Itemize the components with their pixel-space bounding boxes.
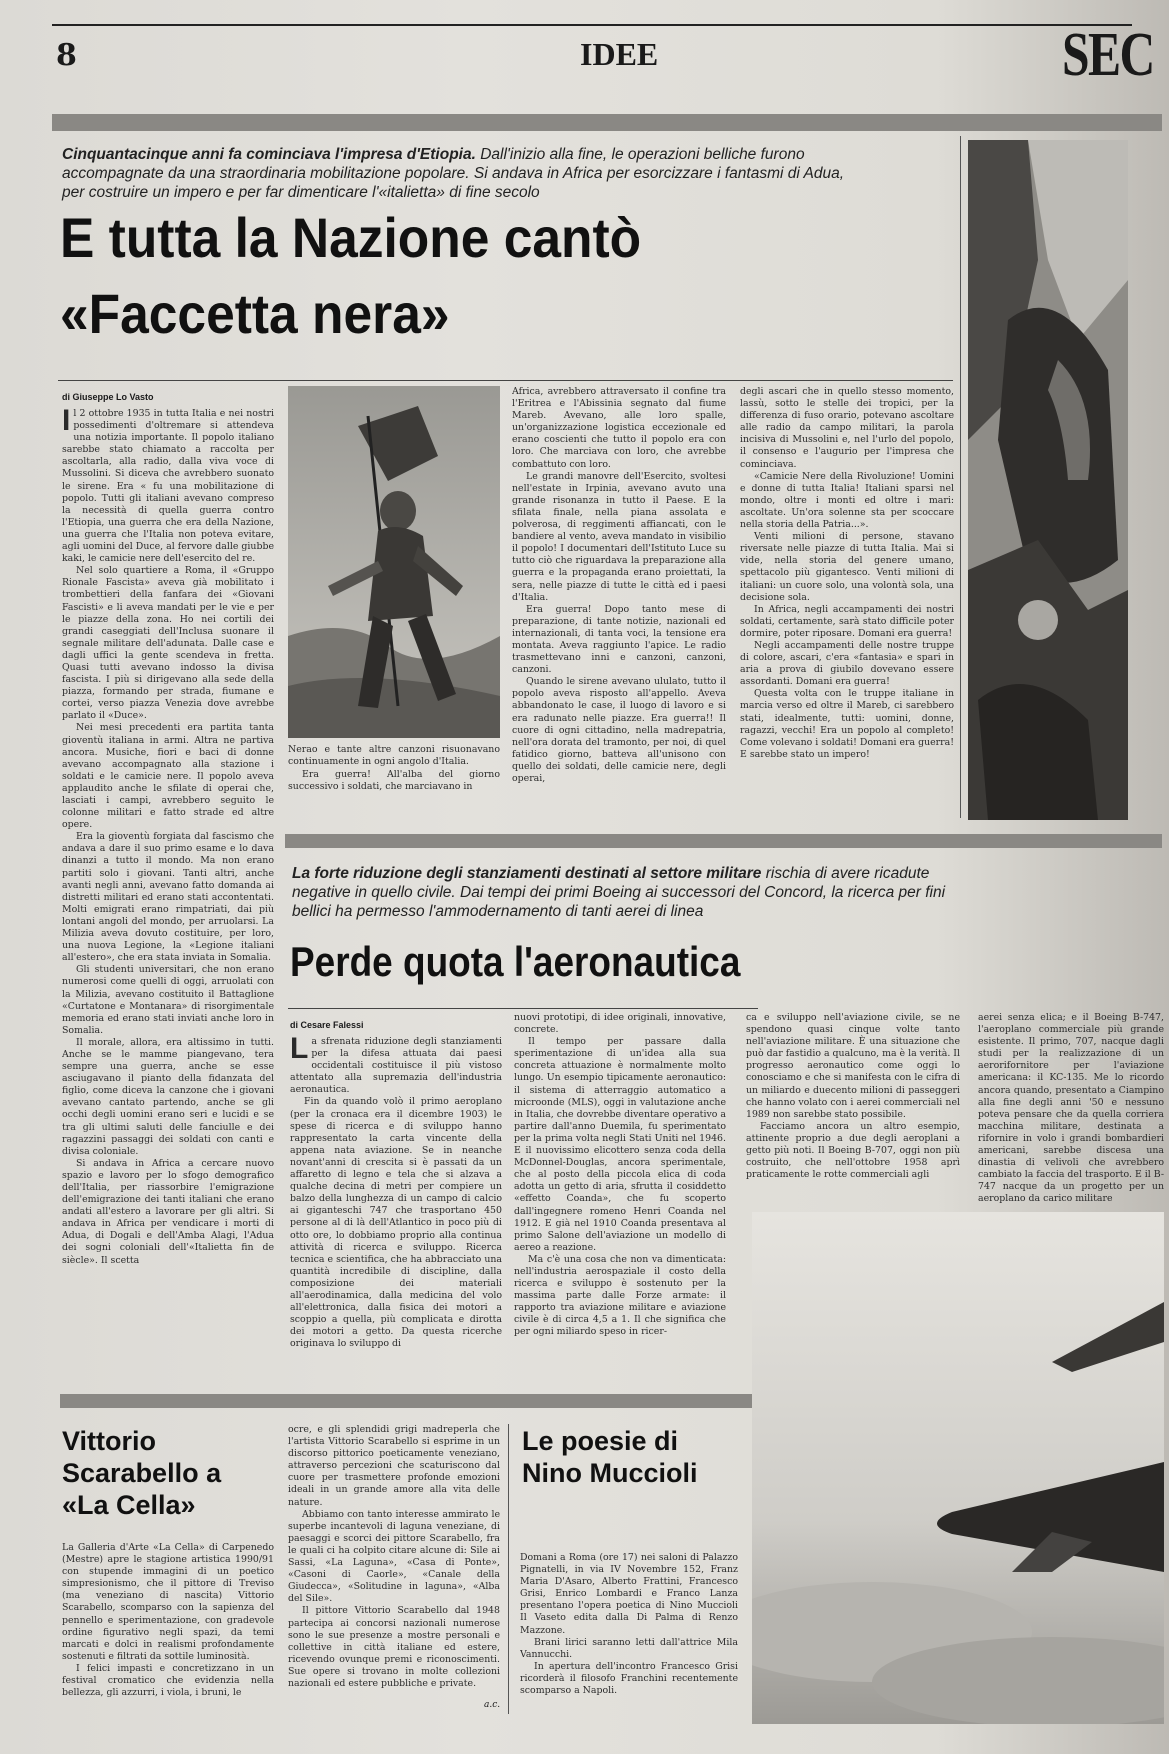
photo-caption-text-2: Era guerra! All'alba del giorno successivo i soldati, che marciavano in [288,768,500,793]
paragraph: Il morale, allora, era altissimo in tutti. Anche se le mamme piangevano, tera sempre una guerra, anche se esse asciugavano il pianto della fidanzata del figlio, come diceva la canzone che i giovani avevano cantato partendo, anche se gli occhi degli uomini erano seri e lucidi e se tra gli ultimi saluti delle fanciulle e dei ragazzini passaggi dei soldati con canti e divisa coloniale. [62,1036,274,1157]
paragraph: I felici impasti e concretizzano in un festival cromatico che evidenzia nella bellezza, gli azzurri, i viola, i bruni, le [62,1662,274,1699]
paragraph-text: a sfrenata riduzione degli stanziamenti per la difesa attuata dai paesi occidentali costituisce il più vistoso attentato alla supremazia dell'industria aeronautica. [290,1036,502,1096]
paragraph: In Africa, negli accampamenti dei nostri soldati, certamente, sarà stato difficile poter dormire, poter riposare. Domani era guerra! [740,603,954,639]
paragraph [290,1036,502,1096]
paragraph: Brani lirici saranno letti dall'attrice Mila Vannucchi. [520,1636,738,1660]
article2-kicker-lead: La forte riduzione degli stanziamenti destinati al settore militare [292,865,762,882]
paragraph: Ma c'è una cosa che non va dimenticata: nell'industria aerospaziale il costo della ricerca e sviluppo è sostenuto per la massima parte dalle Forze armate: il rapporto tra aviazione militare e aviazione civile è di circa 4,5 a 1. Il che significa che per ogni miliardo speso in ricer- [514,1253,726,1338]
article1-column-3 [512,386,726,818]
article1-dropcap: I [62,408,71,437]
paragraph: Quando le sirene avevano ululato, tutto il popolo aveva risposto all'appello. Aveva abbandonato le case, il luogo di lavoro e si era radunato nelle piazze. Era guerra!! Il cuore di ogni cittadino, nella madrepatria, nell'ora dorata del tramonto, per noi, di quel fatidico giorno, batteva all'unisono con quello dei soldati, delle camicie nere, degli operai, [512,676,726,784]
article2-rule [288,1008,758,1009]
photo-caption-text-1: Nerao e tante altre canzoni risuonavano continuamente in ogni angolo d'Italia. [288,744,500,768]
header-rule [52,24,1132,26]
paragraph: Abbiamo con tanto interesse ammirato le superbe incantevoli di laguna veneziane, di paesaggi e scorci dei pittore Scarabello, fra le quali ci ha colpito citare alcune di: Sile ai Sassi, «La Laguna», «Casa di Ponte», «Casoni di Caorle», «Canale della Giudecca», «Solitudine in laguna», «Alba del Sile». [288,1508,500,1605]
article1-headline-line2: «Faccetta nera» [60,282,450,345]
section-name: IDEE [580,36,659,72]
paragraph: «Camicie Nere della Rivoluzione! Uomini e donne di tutta Italia! Italiani sparsi nel mondo, oltre i monti ed oltre i mari: ascoltate. Un'ora solenne sta per scoccare nella storia della Patria...». [740,470,954,531]
paragraph: Nei mesi precedenti era partita tanta gioventù italiana in armi. Altra ne partiva ancora. Musiche, fiori e baci di donne avevano accompagnato alla stazione i soldati e le camicie nere. Il popolo aveva applaudito anche le sfilate di operai che, lasciati i campi, avrebbero seguito le colonne militari e fatto strade ed altre opere. [62,722,274,831]
paragraph-text: l 2 ottobre 1935 in tutta Italia e nei nostri possedimenti d'oltremare si attendeva una notizia importante. Il popolo italiano sarebbe stato chiamato a raccolta per ascoltarla, alla radio, dalla viva voce di Mussolini. Si diceva che avrebbero suonato le sirene. Era « fu una mobilitazione di popolo. Tutti gli italiani avevano compreso la necessità di quella guerra contro l'Etiopia, una guerra che era della Nazione, una guerra che l'Italia non poteva evitare, agli uomini del Duce, al fervore dalle giubbe kaki, le camicie nere dell'esercito del re. [62,408,274,565]
article2-column-2 [514,1012,726,1382]
soldier-illustration-graphic [288,386,500,738]
article3-headline: Vittorio Scarabello a «La Cella» [62,1426,222,1520]
article1-column-4 [740,386,954,818]
column-rule [960,136,961,818]
paragraph: Domani a Roma (ore 17) nei saloni di Palazzo Pignatelli, in via IV Novembre 152, Franz Maria D'Asaro, Alberto Frattini, Francesco Grisi, Enrico Lombardi e Franco Lanza presentano l'opera poetica di Nino Muccioli Il Vaseto edita dalla Di Palma di Renzo Mazzone. [520,1552,738,1636]
paragraph: Il tempo per passare dalla sperimentazione di un'idea alla sua concreta attuazione è normalmente molto lungo. Un esempio tipicamente aeronautico: il sistema di atterraggio automatico a microonde (MLS), oggi in valutazione anche in Italia, che dovrebbe diventare operativo a partire dall'anno Duemila, fu sperimentato per la prima volta negli Stati Uniti nel 1946. E il nuovissimo elicottero senza coda della McDonnel-Douglas, ancora sperimentale, che al posto della piccola elica di coda adotta un getto di aria, sfrutta il cosiddetto «effetto Coanda», che fu scoperto dall'ingegnere romeno Henri Coanda nel 1912. E già nel 1910 Coanda presentava al primo Salone dell'aviazione un modello di aereo a reazione. [514,1036,726,1253]
article2-column-1 [290,1036,502,1382]
paragraph: Il pittore Vittorio Scarabello dal 1948 partecipa ai concorsi nazionali numerose sono le sue presenze a mostre personali e collettive in città italiane ed estere, ricevendo ovunque premi e riconoscimenti. Sue opere si trovano in molte collezioni nazionali ed estere pubbliche e private. [288,1605,500,1689]
paragraph: Si andava in Africa a cercare nuovo spazio e lavoro per lo sfogo demografico dell'Italia, per riassorbire l'emigrazione dell'emigrazione dei tanti italiani che erano andati all'estero a lavorare per gli altri. Si andava in Africa per vendicare i morti di Adua, di Dogali e dell'Amba Alagi, l'Adua dei sogni coloniali dell'«Italietta fin de siècle». Il scetta [62,1157,274,1266]
article3-column-1 [62,1542,274,1717]
paragraph: Fin da quando volò il primo aeroplano (per la cronaca era il dicembre 1903) le spese di ricerca e di sviluppo hanno rappresentato la carta vincente della appena nata aviazione. Se in neanche novant'anni di crescita si è passati da un affaretto di legno e tela che si alzava a qualche decina di metri per compiere un balzo della lunghezza di un campo di calcio ai giganteschi 747 che trasportano 450 persone al di là dell'Atlantico in poco più di otto ore, lo dobbiamo proprio alla continua attività di ricerca e sviluppo. Ricerca tecnica e scientifica, che ha abbracciato una quantità incredibile di discipline, dalla composizione dei materiali all'aerodinamica, dalla medicina del volo all'elettronica, dalla fisica dei motori a scoppio a quella, più complicata e dirotta dei motori a getto. Da questa ricerche originava lo sviluppo di [290,1096,502,1350]
paragraph: ca e sviluppo nell'aviazione civile, se ne spendono quasi cinque volte tanto nell'aviazione militare. È una situazione che può dar fastidio a qualcuno, ma è la verità. Il progresso aeronautico come oggi lo conosciamo e che si manifesta con le cifra di un miliardo e duecento milioni di passeggeri che hanno volato con i aerei commerciali nel 1989 non sarebbe stato possibile. [746,1012,960,1120]
article2-kicker-text: rischia di avere ricadute negative in quello civile. Dai tempi dei primi Boeing ai successori del Concord, la ricerca per fini bellici ha permesso l'ammodernamento di tanti aerei di linea [292,865,946,920]
paragraph: Questa volta con le truppe italiane in marcia verso ed oltre il Mareb, ci sarebbero stati, idealmente, tutti: uomini, donne, ragazzi, vecchi! Era un popolo al completo! Come volevano i soldati! Domani era guerra! E sarebbe stato un impero! [740,688,954,760]
article2-column-3 [746,1012,960,1204]
masthead-fragment: SEC [1062,21,1154,89]
paragraph: nuovi prototipi, di idee originali, innovative, concrete. [514,1012,726,1036]
article1-rule [58,380,953,381]
column-rule [508,1424,509,1714]
article1-byline: di Giuseppe Lo Vasto [62,392,154,402]
section-bar-middle [285,834,1162,848]
article2-column-4 [978,1012,1164,1204]
paragraph: Gli studenti universitari, che non erano numerosi come quelli di oggi, arruolati con la Milizia, avevano costituito il Battaglione «Curtatone e Montanara» di risorgimentale memoria ed erano stati inviati anche loro in Somalia. [62,964,274,1036]
paragraph [62,408,274,565]
paragraph: Facciamo ancora un altro esempio, attinente proprio a due degli aeroplani a getto più noti. Il Boeing B-707, oggi non più costruito, che nell'ottobre 1958 aprì praticamente le rotte commerciali agli [746,1120,960,1181]
paragraph: Le grandi manovre dell'Esercito, svoltesi nell'estate in Irpinia, avevano avuto una grande risonanza in tutto il Paese. E la sfilata finale, nella piana assolata e polverosa, di reggimenti affiancati, con le bandiere al vento, aveva mandato in visibilio il popolo! I documentari dell'Istituto Luce su tutto ciò che riguardava la preparazione alla guerra e la propaganda erano proiettati, la sera, nelle piazze di tutte le città ed i paesi d'Italia. [512,470,726,603]
paragraph: Africa, avrebbero attraversato il confine tra l'Eritrea e l'Abissinia segnato dal fiume Mareb. Avevano, alle loro spalle, un'organizzazione logistica eccezionale ed erano coscienti che tutto il popolo era con loro. Che marciava con loro, che avrebbe combattuto con loro. [512,386,726,470]
article1-kicker-text: Dall'inizio alla fine, le operazioni belliche furono accompagnate da una straordinaria mobilitazione popolare. Si andava in Africa per esorcizzare i fantasmi di Adua, per costruire un impero e per far dimenticare l'«italietta» di fine secolo [62,146,845,201]
soldier-illustration [288,386,500,738]
article2-byline: di Cesare Falessi [290,1020,364,1030]
article3b-headline: Le poesie di Nino Muccioli [522,1426,698,1488]
article3-column-2 [288,1424,500,1694]
paragraph: aerei senza elica; e il Boeing B-747, l'aeroplano commerciale più grande esistente. Il primo, 707, nacque dagli studi per la realizzazione di un aerorifornitore per l'aviazione americana: il KC-135. Me lo ricordo ancora quando, presentato a Ciampino alla fine degli anni '50 e nessuno poteva pensare che da quella corriera macchina militare, destinata a rifornire in volo i grandi bombardieri americani, sarebbe discesa una dinastia di velivoli che avrebbero cambiato la faccia del trasporto. E il B-747 nacque da un progetto per un aeroplano da carico militare [978,1012,1164,1204]
article3b-column [520,1552,738,1712]
article1-kicker [62,145,862,202]
article1-kicker-lead: Cinquantacinque anni fa cominciava l'impresa d'Etiopia. [62,146,476,163]
aircraft-photo-graphic [752,1212,1164,1724]
article2-headline: Perde quota l'aeronautica [290,938,741,985]
paragraph: La Galleria d'Arte «La Cella» di Carpenedo (Mestre) apre le stagione artistica 1990/91 con stupende immagini di un poetico simpresionismo, che il pittore di Treviso (ma veneziano di nascita) Vittorio Scarabello, scomparso con la sapienza del pennello e sperimentazione, con gradevole ordine figurativo negli spazi, da temi marcati e dolci in realismi profondamente sostenuti e filtrati da sottile luminosità. [62,1542,274,1662]
article2-kicker [292,864,982,921]
paragraph: Negli accampamenti delle nostre truppe di colore, ascari, c'era «fantasia» e spari in aria a prova di giubilo dovevano essere assordanti. Domani era guerra! [740,639,954,688]
paragraph: ocre, e gli splendidi grigi madreperla che l'artista Vittorio Scarabello si esprime in un discorso pittorico poeticamente veneziano, attraverso percezioni che scaturiscono dal cuore per trasmettere profonde emozioni ideali in un grande amore alla vita delle nature. [288,1424,500,1508]
statue-photo [968,140,1128,820]
section-bar-top [52,114,1162,131]
photo-caption [288,744,500,818]
paragraph: In apertura dell'incontro Francesco Grisi ricorderà il filosofo Franchini recentemente scomparso a Napoli. [520,1660,738,1697]
aircraft-photo [752,1212,1164,1724]
section-bar-bottom [60,1394,752,1408]
statue-photo-graphic [968,140,1128,820]
article1-column-1 [62,408,274,1408]
page-number: 8 [56,38,77,73]
paragraph: Venti milioni di persone, stavano riversate nelle piazze di tutta Italia. Mai si vide, nella storia del genere umano, spettacolo più gigantesco. Venti milioni di italiani: un cuore solo, una volontà sola, una decisione sola. [740,531,954,603]
paragraph: Era la gioventù forgiata dal fascismo che andava a dare il suo primo esame e lo dava dinanzi a tutto il mondo. Ma non erano partiti solo i giovani. Tanti altri, anche avanti negli anni, avevano fatto domanda ai distretti militari ed erano stati accontentati. Molti emigrati erano rimpatriati, dai più lontani angoli del mondo, per arruolarsi. La Milizia aveva dovuto costituire, per loro, una nuova Legione, la «Legione italiani all'estero», che era stata inviata in Somalia. [62,831,274,964]
article2-dropcap: L [290,1036,309,1065]
paragraph: Nel solo quartiere a Roma, il «Gruppo Rionale Fascista» aveva già mobilitato i trombettieri della fanfara dei «Giovani Fascisti» e li aveva mandati per le vie e per le piazze della zona. Ho nei cortili dei grandi caseggiati dell'Inclusa suonare il segnale militare dell'adunata. Dalle case e dagli uffici la gente scendeva in fretta. Quasi tutti avevano indosso la divisa fascista. I più si dirigevano alla sede della piazza, formando per strada, fiumane e cortei, verso piazza Venezia dove avrebbe parlato il «Duce». [62,565,274,722]
paragraph: degli ascari che in quello stesso momento, lassù, sotto le stelle dei tropici, per la differenza di fuso orario, potevano ascoltare alle radio da campo militari, la parola incisiva di Mussolini e, nel l'urlo del popolo, il consenso e l'augurio per l'impresa che cominciava. [740,386,954,470]
paragraph: Era guerra! Dopo tanto mese di preparazione, di tante notizie, nazionali ed internazionali, di tanta voci, la tensione era montata. Aveva raggiunto l'apice. Le radio trasmettevano inni e canzoni, canzoni, canzoni. [512,603,726,676]
article1-headline-line1: E tutta la Nazione cantò [60,206,642,269]
article3-signature: a.c. [484,1700,501,1710]
